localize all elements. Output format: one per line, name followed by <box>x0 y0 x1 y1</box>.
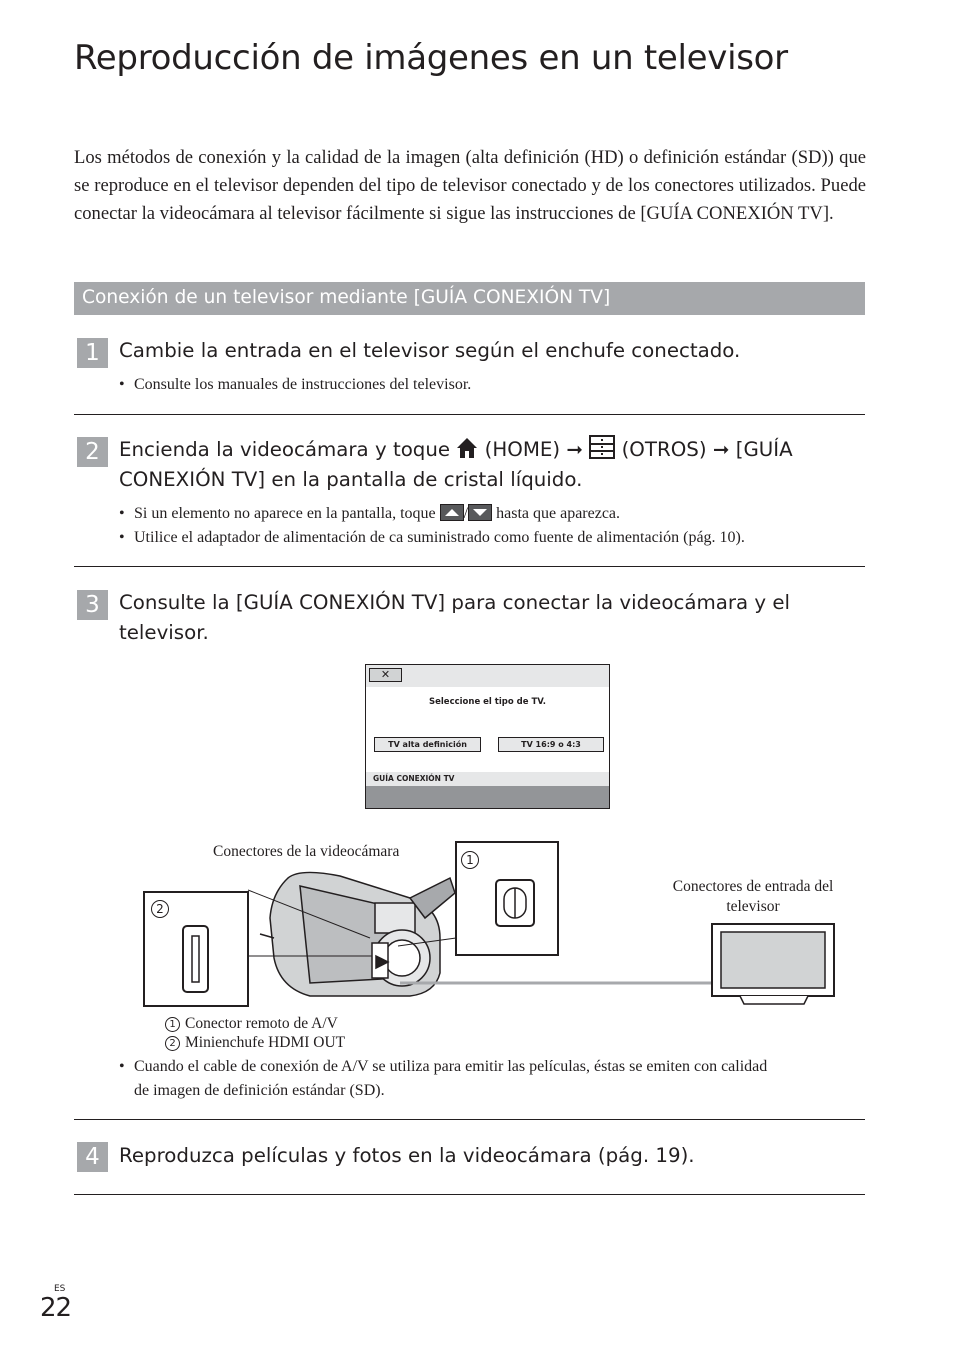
intro-paragraph: Los métodos de conexión y la calidad de la imagen (alta definición (HD) o definición estándar (SD)) que se reproduce en el televisor dependen del tipo de televisor conectado y de los conectores utilizados. Puede conectar la videocámara al televisor fácilmente si sigue las instrucciones de [GUÍA CONEXIÓN TV]. <box>74 147 866 224</box>
camera-connectors-label: Conectores de la videocámara <box>213 843 400 860</box>
step-3-line-2: televisor. <box>119 621 209 644</box>
page-number: 22 <box>40 1293 72 1323</box>
television-illustration <box>712 924 834 1004</box>
lcd-top-bar <box>366 665 609 687</box>
section-title: Conexión de un televisor mediante [GUÍA CONEXIÓN TV] <box>82 287 611 308</box>
page-title: Reproducción de imágenes en un televisor <box>74 38 788 78</box>
divider <box>74 1119 865 1120</box>
step-3-number: 3 <box>77 590 108 620</box>
diagram-legend <box>165 1014 345 1052</box>
arrow-icon: ➞ <box>712 438 730 461</box>
up-arrow-icon <box>440 504 464 521</box>
tv-hd-button[interactable]: TV alta definición <box>374 737 481 752</box>
step-4-number: 4 <box>77 1142 108 1172</box>
divider <box>74 1194 865 1195</box>
step-4-text: Reproduzca películas y fotos en la videocámara (pág. 19). <box>119 1144 695 1167</box>
page-language: ES <box>54 1284 66 1294</box>
step-2-bullet-2: • Utilice el adaptador de alimentación de ca suministrado como fuente de alimentación (pág. 10). <box>119 526 745 550</box>
close-button[interactable]: ✕ <box>369 668 402 682</box>
callout-number-1: 1 <box>461 851 484 870</box>
step-2-bullet-1: • Si un elemento no aparece en la pantalla, toque / hasta que aparezca. <box>119 502 620 526</box>
step-2-line-1: Encienda la videocámara y toque (HOME) ➞ (OTROS) ➞ [GUÍA <box>119 435 793 465</box>
step-1-text: Cambie la entrada en el televisor según el enchufe conectado. <box>119 339 741 362</box>
down-arrow-icon <box>468 504 492 521</box>
step-1-bullet: • Consulte los manuales de instrucciones del televisor. <box>119 373 471 397</box>
step-3-bullet-continued: de imagen de definición estándar (SD). <box>134 1082 385 1099</box>
section-header <box>74 282 865 315</box>
callout-number-2: 2 <box>151 900 174 919</box>
lcd-bottom-bar <box>366 786 609 808</box>
lcd-screen <box>365 664 610 809</box>
divider <box>74 414 865 415</box>
step-1-number: 1 <box>77 338 108 368</box>
lcd-footer: GUÍA CONEXIÓN TV <box>366 772 609 786</box>
tv-connectors-label: Conectores de entrada del televisor <box>672 878 834 915</box>
step-2-line-2: CONEXIÓN TV] en la pantalla de cristal líquido. <box>119 468 583 491</box>
home-icon <box>456 437 478 459</box>
camcorder-illustration <box>260 872 455 996</box>
divider <box>74 566 865 567</box>
step-3-line-1: Consulte la [GUÍA CONEXIÓN TV] para conectar la videocámara y el <box>119 591 791 614</box>
legend-item-1: 1 Conector remoto de A/V <box>165 1014 345 1033</box>
lcd-prompt: Seleccione el tipo de TV. <box>429 697 546 707</box>
legend-item-2: 2 Minienchufe HDMI OUT <box>165 1033 345 1052</box>
connection-diagram <box>140 838 850 1013</box>
tv-sd-button[interactable]: TV 16:9 o 4:3 <box>498 737 604 752</box>
step-3-bullet: • Cuando el cable de conexión de A/V se utiliza para emitir las películas, éstas se emiten con calidad <box>119 1055 767 1079</box>
otros-menu-icon <box>589 435 615 459</box>
arrow-icon: ➞ <box>566 438 583 461</box>
step-2-number: 2 <box>77 437 108 467</box>
